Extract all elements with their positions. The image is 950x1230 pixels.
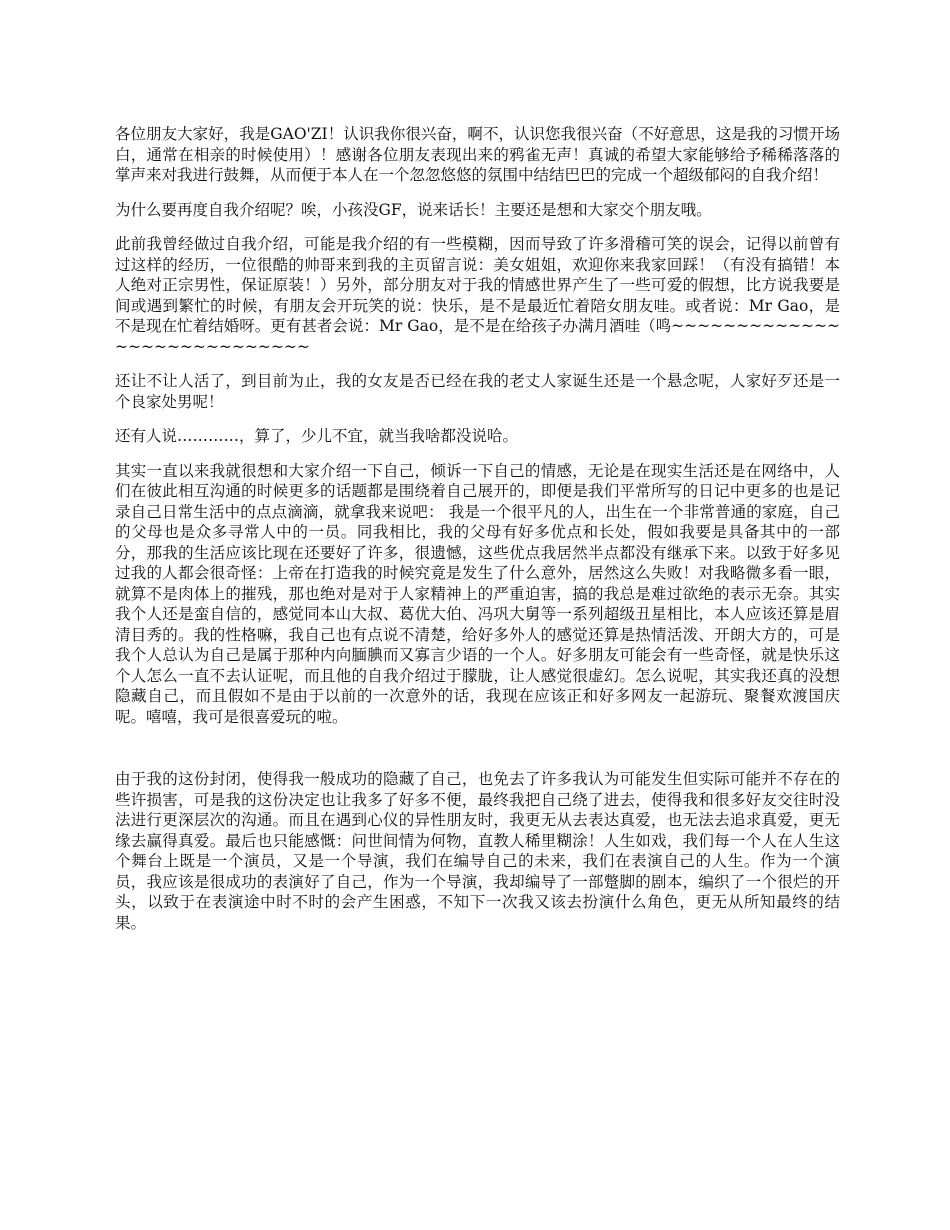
paragraph-greeting: 各位朋友大家好，我是GAO'ZI！认识我你很兴奋，啊不，认识您我很兴奋（不好意思，这是我的习惯开场白，通常在相亲的时候使用）！感谢各位朋友表现出来的鸦雀无声！真诚的希望大家能够给予稀稀落落的掌声来对我进行鼓舞，从而便于本人在一个忽忽悠悠的氛围中结结巴巴的完成一个超级郁闷的自我介绍！ <box>115 125 840 184</box>
document-body <box>115 124 840 947</box>
paragraph-others-say: 还有人说…………，算了，少儿不宜，就当我啥都没说哈。 <box>115 427 519 445</box>
paragraph-self-description: 其实一直以来我就很想和大家介绍一下自己，倾诉一下自己的情感，无论是在现实生活还是在网络中，人们在彼此相互沟通的时候更多的话题都是围绕着自己展开的，即便是我们平常所写的日记中更多的也是记录自己日常生活中的点点滴滴，就拿我来说吧： 我是一个很平凡的人，出生在一个非常普通的家庭，自己的父母也是众多寻常人中的一员。同我相比，我的父母有好多优点和长处，假如我要是具备其中的一部分，那我的生活应该比现在还要好了许多，很遗憾，这些优点我居然半点都没有继承下来。以致于好多见过我的人都会很奇怪：上帝在打造我的时候究竟是发生了什么意外，居然这么失败！对我略微多看一眼，就算不是肉体上的摧残，那也绝对是对于人家精神上的严重迫害，搞的我总是难过欲绝的表示无奈。其实我个人还是蛮自信的，感觉同本山大叔、葛优大伯、冯巩大舅等一系列超级丑星相比，本人应该还算是眉清目秀的。我的性格嘛，我自己也有点说不清楚，给好多外人的感觉还算是热情活泼、开朗大方的，可是我个人总认为自己是属于那种内向腼腆而又寡言少语的一个人。好多朋友可能会有一些奇怪，就是快乐这个人怎么一直不去认证呢，而且他的自我介绍过于朦胧，让人感觉很虚幻。怎么说呢，其实我还真的没想隐藏自己，而且假如不是由于以前的一次意外的话，我现在应该正和好多网友一起游玩、聚餐欢渡国庆呢。嘻嘻，我可是很喜爱玩的啦。 <box>115 461 840 726</box>
paragraph-why-reintroduce: 为什么要再度自我介绍呢？唉，小孩没GF，说来话长！主要还是想和大家交个朋友哦。 <box>115 200 712 219</box>
paragraph-misunderstandings: 此前我曾经做过自我介绍，可能是我介绍的有一些模糊，因而导致了许多滑稽可笑的误会，记得以前曾有过这样的经历，一位很酷的帅哥来到我的主页留言说：美女姐姐，欢迎你来我家回踩！（有没有搞错！本人绝对正宗男性，保证原装！）另外，部分朋友对于我的情感世界产生了一些可爱的假想，比方说我要是间或遇到繁忙的时候，有朋友会开玩笑的说：快乐，是不是最近忙着陪女朋友哇。或者说：Mr Gao，是不是现在忙着结婚呀。更有甚者会说：Mr Gao，是不是在给孩子办满月酒哇（鸣~~~~~~~~~~~~~~~~~~~~~~~~~~~~ <box>115 235 840 356</box>
paragraph-reflection: 由于我的这份封闭，使得我一般成功的隐藏了自己，也免去了许多我认为可能发生但实际可能并不存在的些许损害，可是我的这份决定也让我多了好多不便，最终我把自己绕了进去，使得我和很多好友交往时没法进行更深层次的沟通。而且在遇到心仪的异性朋友时，我更无从去表达真爱，也无法去追求真爱，更无缘去赢得真爱。最后也只能感慨：问世间情为何物，直教人稀里糊涂！人生如戏，我们每一个人在人生这个舞台上既是一个演员，又是一个导演，我们在编导自己的未来，我们在表演自己的人生。作为一个演员，我应该是很成功的表演好了自己，作为一个导演，我却编导了一部蹩脚的剧本，编织了一个很烂的开头，以致于在表演途中时不时的会产生困惑，不知下一次我又该去扮演什么角色，更无从所知最终的结果。 <box>115 770 840 932</box>
paragraph-gap <box>115 741 840 769</box>
paragraph-girlfriend-status: 还让不让人活了，到目前为止，我的女友是否已经在我的老丈人家诞生还是一个悬念呢，人家好歹还是一个良家处男呢！ <box>115 372 840 411</box>
